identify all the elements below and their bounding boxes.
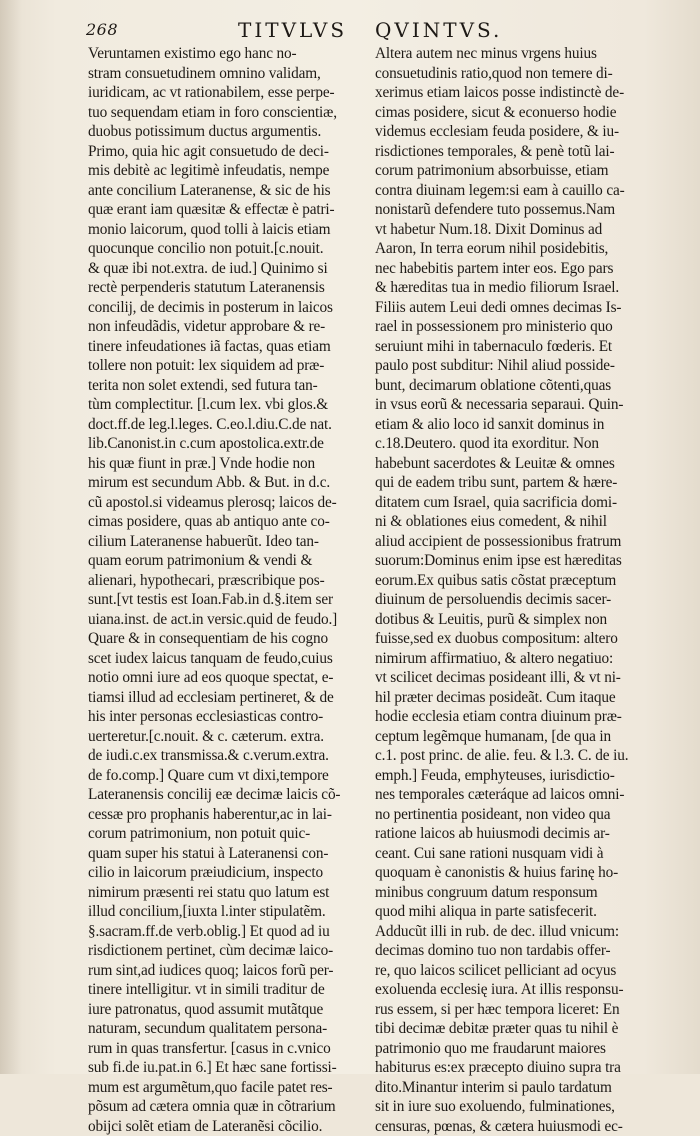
text-line: paulo post subditur: Nihil aliud posside- (375, 356, 637, 376)
text-line: sit in iure suo exoluendo, fulminationes, (375, 1097, 637, 1117)
text-line: Quare & in consequentiam de his cogno (88, 629, 349, 649)
text-line: his inter personas ecclesiasticas contro- (88, 707, 349, 727)
text-line: ceptum legẽmque humanam, [de qua in (375, 727, 637, 747)
text-line: nes temporales cæteráque ad laicos omni- (375, 785, 637, 805)
text-line: seruiunt mihi in tabernaculo fœderis. Et (375, 337, 637, 357)
text-line: hil præter decimas posideãt. Cum itaque (375, 688, 637, 708)
text-line: rectè perpenderis statutum Lateranensis (88, 278, 349, 298)
text-line: ante concilium Lateranense, & sic de his (88, 181, 349, 201)
text-line: quocunque concilio non potuit.[c.nouit. (88, 239, 349, 259)
text-line: cimas posidere, sicut & econuerso hodie (375, 103, 637, 123)
text-line: nonistarũ defendere tuto possemus.Nam (375, 200, 637, 220)
text-line: re, quo laicos scilicet pelliciant ad ocyus (375, 961, 637, 981)
text-line: tiamsi illud ad ecclesiam pertineret, & de (88, 688, 349, 708)
text-line: decimas domino tuo non tardabis offer- (375, 941, 637, 961)
text-line: iure patronatus, quod assumit mutãtque (88, 1000, 349, 1020)
text-line: aliud accipient de possessionibus fratrum (375, 532, 637, 552)
text-line: §.sacram.ff.de verb.oblig.] Et quod ad iu (88, 922, 349, 942)
text-line: tollere non potuit: lex siquidem ad præ- (88, 356, 349, 376)
text-line: c.1. post princ. de alie. feu. & l.3. C. de iu. (375, 746, 637, 766)
text-line: mum est argumẽtum,quo facile patet res- (88, 1078, 349, 1098)
text-line: nimirum præsenti rei statu quo latum est (88, 883, 349, 903)
text-line: contra diuinam legem:si eam à cauillo ca- (375, 181, 637, 201)
text-line: c.18.Deutero. quod ita exorditur. Non (375, 434, 637, 454)
text-line: videmus ecclesiam feuda posidere, & iu- (375, 122, 637, 142)
text-line: naturam, secundum qualitatem persona- (88, 1019, 349, 1039)
text-line: obijci solẽt etiam de Lateranẽsi cõcilio. (88, 1117, 349, 1136)
text-line: cessæ pro prophanis haberentur,ac in lai- (88, 805, 349, 825)
text-line: cũ apostol.si videamus plerosq; laicos de- (88, 493, 349, 513)
text-line: risdictionem pertinet, cùm decimæ laico- (88, 941, 349, 961)
text-line: dotibus & Leuitis, purũ & simplex non (375, 610, 637, 630)
text-line: non infeudãdis, videtur approbare & re- (88, 317, 349, 337)
text-line: Filiis autem Leui dedi omnes decimas Is- (375, 298, 637, 318)
text-line: de iudi.c.ex transmissa.& c.verum.extra. (88, 746, 349, 766)
text-line: qui de eadem tribu sunt, partem & hære- (375, 473, 637, 493)
text-line: bunt, decimarum oblatione cõtenti,quas (375, 376, 637, 396)
text-line: quod mihi aliqua in parte satisfecerit. (375, 902, 637, 922)
text-line: notio omni iure ad eos quoque spectat, e- (88, 668, 349, 688)
text-line: his quæ fiunt in præ.] Vnde hodie non (88, 454, 349, 474)
text-line: eorum.Ex quibus satis cõstat præceptum (375, 571, 637, 591)
text-line: consuetudinis ratio,quod non temere di- (375, 64, 637, 84)
text-line: sunt.[vt testis est Ioan.Fab.in d.§.item ser (88, 590, 349, 610)
text-line: põsum ad cætera omnia quæ in cõtrarium (88, 1097, 349, 1117)
text-line: patrimonio quo me fraudarunt maiores (375, 1039, 637, 1059)
text-line: quoquam è canonistis & huius farinę ho- (375, 863, 637, 883)
text-line: corum patrimonium absorbuisse, etiam (375, 161, 637, 181)
text-line: monio laicorum, quod tolli à laicis etiam (88, 220, 349, 240)
text-line: iuridicam, ac vt rationabilem, esse perpe- (88, 83, 349, 103)
text-line: Aaron, In terra eorum nihil posidebitis, (375, 239, 637, 259)
text-line: risdictiones temporales, & penè totũ lai- (375, 142, 637, 162)
text-line: censuras, pœnas, & cætera huiusmodi ec- (375, 1117, 637, 1136)
text-line: scet iudex laicus tanquam de feudo,cuius (88, 649, 349, 669)
text-line: duobus potissimum ductus argumentis. (88, 122, 349, 142)
text-line: cimas posidere, quas ab antiquo ante co- (88, 512, 349, 532)
text-line: ratione laicos ab huiusmodi decimis ar- (375, 824, 637, 844)
text-line: tibi decimæ debitæ præter quas tu nihil è (375, 1019, 637, 1039)
text-line: uerteretur.[c.nouit. & c. cæterum. extra. (88, 727, 349, 747)
left-text-column (88, 44, 349, 1136)
text-line: xerimus etiam laicos posse indistinctè de- (375, 83, 637, 103)
text-line: nec habebitis partem inter eos. Ego pars (375, 259, 637, 279)
text-line: corum patrimonium, non potuit quic- (88, 824, 349, 844)
text-line: Primo, quia hic agit consuetudo de deci- (88, 142, 349, 162)
text-line: cilium Lateranense habuerũt. Ideo tan- (88, 532, 349, 552)
text-line: sub fi.de iu.pat.in 6.] Et hæc sane fortissi- (88, 1058, 349, 1078)
text-line: Lateranensis concilij eæ decimæ laicis cõ- (88, 785, 349, 805)
text-line: etiam & alio loco id sanxit dominus in (375, 415, 637, 435)
text-line: stram consuetudinem omnino validam, (88, 64, 349, 84)
page-number: 268 (86, 20, 118, 39)
text-line: tinere infeudationes iã factas, quas etiam (88, 337, 349, 357)
text-line: in vsus eorũ & necessaria separaui. Quin- (375, 395, 637, 415)
text-line: tinere intelligitur. vt in simili traditur de (88, 980, 349, 1000)
gutter-shadow (0, 0, 22, 1074)
text-line: tùm complectitur. [l.cum lex. vbi glos.& (88, 395, 349, 415)
text-line: mis debitè ac legitimè infeudatis, nempe (88, 161, 349, 181)
text-line: vt habetur Num.18. Dixit Dominus ad (375, 220, 637, 240)
text-line: Veruntamen existimo ego hanc no- (88, 44, 349, 64)
page-header (0, 16, 700, 46)
text-line: Altera autem nec minus vrgens huius (375, 44, 637, 64)
text-line: uiana.inst. de act.in versic.quid de feudo.] (88, 610, 349, 630)
text-line: tuo sequendam etiam in foro conscientiæ, (88, 103, 349, 123)
text-line: quæ erant iam quæsitæ & effectæ è patri- (88, 200, 349, 220)
text-line: habebunt sacerdotes & Leuitæ & omnes (375, 454, 637, 474)
text-line: alienari, hypothecari, præscribique pos- (88, 571, 349, 591)
text-line: fuisse,sed ex duobus compositum: altero (375, 629, 637, 649)
text-line: ditatem cum Israel, quia sacrificia domi- (375, 493, 637, 513)
text-line: rael in possessionem pro ministerio quo (375, 317, 637, 337)
text-line: ceant. Cui sane rationi nusquam vidi à (375, 844, 637, 864)
text-line: & quæ ibi not.extra. de iud.] Quinimo si (88, 259, 349, 279)
text-line: nimirum affirmatiuo, & altero negatiuo: (375, 649, 637, 669)
text-line: exoluenda ecclesię iura. At illis responsu- (375, 980, 637, 1000)
text-line: rum in quas transfertur. [casus in c.vnico (88, 1039, 349, 1059)
text-line: terita non solet extendi, sed futura tan- (88, 376, 349, 396)
text-line: habiturus es:ex præcepto diuino supra tra (375, 1058, 637, 1078)
text-line: de fo.comp.] Quare cum vt dixi,tempore (88, 766, 349, 786)
text-line: minibus congruum datum responsum (375, 883, 637, 903)
text-line: no pertinentia posideant, non video qua (375, 805, 637, 825)
text-line: mirum est secundum Abb. & But. in d.c. (88, 473, 349, 493)
text-line: doct.ff.de leg.l.leges. C.eo.l.diu.C.de nat. (88, 415, 349, 435)
text-line: vt scilicet decimas posideant illi, & vt ni- (375, 668, 637, 688)
text-line: ni & oblationes eius comedent, & nihil (375, 512, 637, 532)
text-line: cilio in laicorum præiudicium, inspecto (88, 863, 349, 883)
text-line: suorum:Dominus enim ipse est hæreditas (375, 551, 637, 571)
text-line: dito.Minantur interim si paulo tardatum (375, 1078, 637, 1098)
text-line: Adducũt illi in rub. de dec. illud vnicum: (375, 922, 637, 942)
text-line: quam eorum patrimonium & vendi & (88, 551, 349, 571)
text-line: hodie ecclesia etiam contra diuinum præ- (375, 707, 637, 727)
text-line: rus essem, si per hæc tempora liceret: En (375, 1000, 637, 1020)
running-head-subtitle: QVINTVS. (375, 18, 502, 42)
text-line: concilij, de decimis in posterum in laicos (88, 298, 349, 318)
running-head-title: TITVLVS (238, 18, 347, 42)
text-line: emph.] Feuda, emphyteuses, iurisdictio- (375, 766, 637, 786)
text-line: quam super his statui à Lateranensi con- (88, 844, 349, 864)
text-line: rum sint,ad iudices quoq; laicos forũ per- (88, 961, 349, 981)
text-line: lib.Canonist.in c.cum apostolica.extr.de (88, 434, 349, 454)
text-line: diuinum de persoluendis decimis sacer- (375, 590, 637, 610)
right-text-column (375, 44, 637, 1136)
text-line: & hæreditas tua in medio filiorum Israel. (375, 278, 637, 298)
text-line: illud concilium,[iuxta l.inter stipulatẽm. (88, 902, 349, 922)
